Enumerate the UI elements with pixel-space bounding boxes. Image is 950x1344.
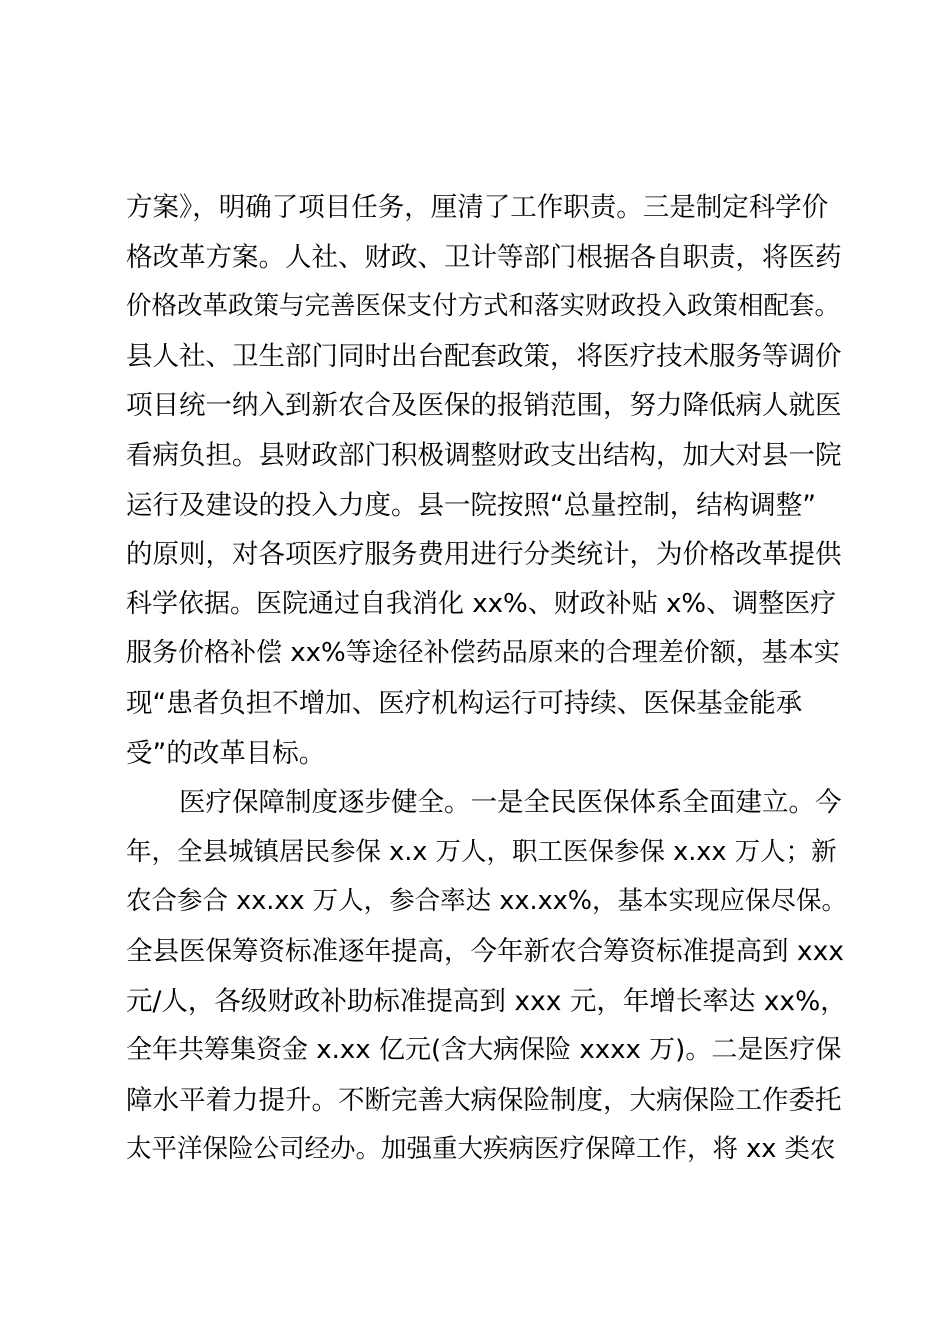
text-line: 的原则，对各项医疗服务费用进行分类统计，为价格改革提供 — [126, 539, 842, 571]
text-line: 现“患者负担不增加、医疗机构运行可持续、医保基金能承 — [126, 687, 803, 719]
text-line: 年，全县城镇居民参保 x.x 万人，职工医保参保 x.xx 万人；新 — [126, 836, 837, 867]
text-line: 农合参合 xx.xx 万人，参合率达 xx.xx%，基本实现应保尽保。 — [126, 886, 847, 917]
text-line: 太平洋保险公司经办。加强重大疾病医疗保障工作，将 xx 类农 — [126, 1134, 836, 1165]
text-line: 全县医保筹资标准逐年提高，今年新农合筹资标准提高到 xxx — [126, 935, 844, 967]
text-line: 方案》，明确了项目任务，厘清了工作职责。三是制定科学价 — [126, 192, 829, 223]
text-line: 格改革方案。人社、财政、卫计等部门根据各自职责，将医药 — [126, 241, 842, 273]
text-line: 价格改革政策与完善医保支付方式和落实财政投入政策相配套。 — [126, 291, 841, 322]
document-body — [126, 183, 846, 1175]
text-line: 障水平着力提升。不断完善大病保险制度，大病保险工作委托 — [126, 1084, 842, 1116]
text-line: 元/人，各级财政补助标准提高到 xxx 元，年增长率达 xx%， — [126, 985, 847, 1017]
text-line: 科学依据。医院通过自我消化 xx%、财政补贴 x%、调整医疗 — [126, 588, 837, 619]
text-line: 县人社、卫生部门同时出台配套政策，将医疗技术服务等调价 — [126, 340, 842, 372]
text-line: 受”的改革目标。 — [126, 737, 326, 769]
paragraph-start-line: 医疗保障制度逐步健全。一是全民医保体系全面建立。今 — [179, 787, 842, 819]
text-line: 看病负担。县财政部门积极调整财政支出结构，加大对县一院 — [126, 439, 842, 471]
text-line: 运行及建设的投入力度。县一院按照“总量控制，结构调整” — [126, 489, 816, 521]
text-line: 项目统一纳入到新农合及医保的报销范围，努力降低病人就医 — [126, 390, 842, 422]
text-line: 全年共筹集资金 x.xx 亿元(含大病保险 xxxx 万)。二是医疗保 — [126, 1035, 842, 1066]
text-line: 服务价格补偿 xx%等途径补偿药品原来的合理差价额，基本实 — [126, 638, 840, 669]
